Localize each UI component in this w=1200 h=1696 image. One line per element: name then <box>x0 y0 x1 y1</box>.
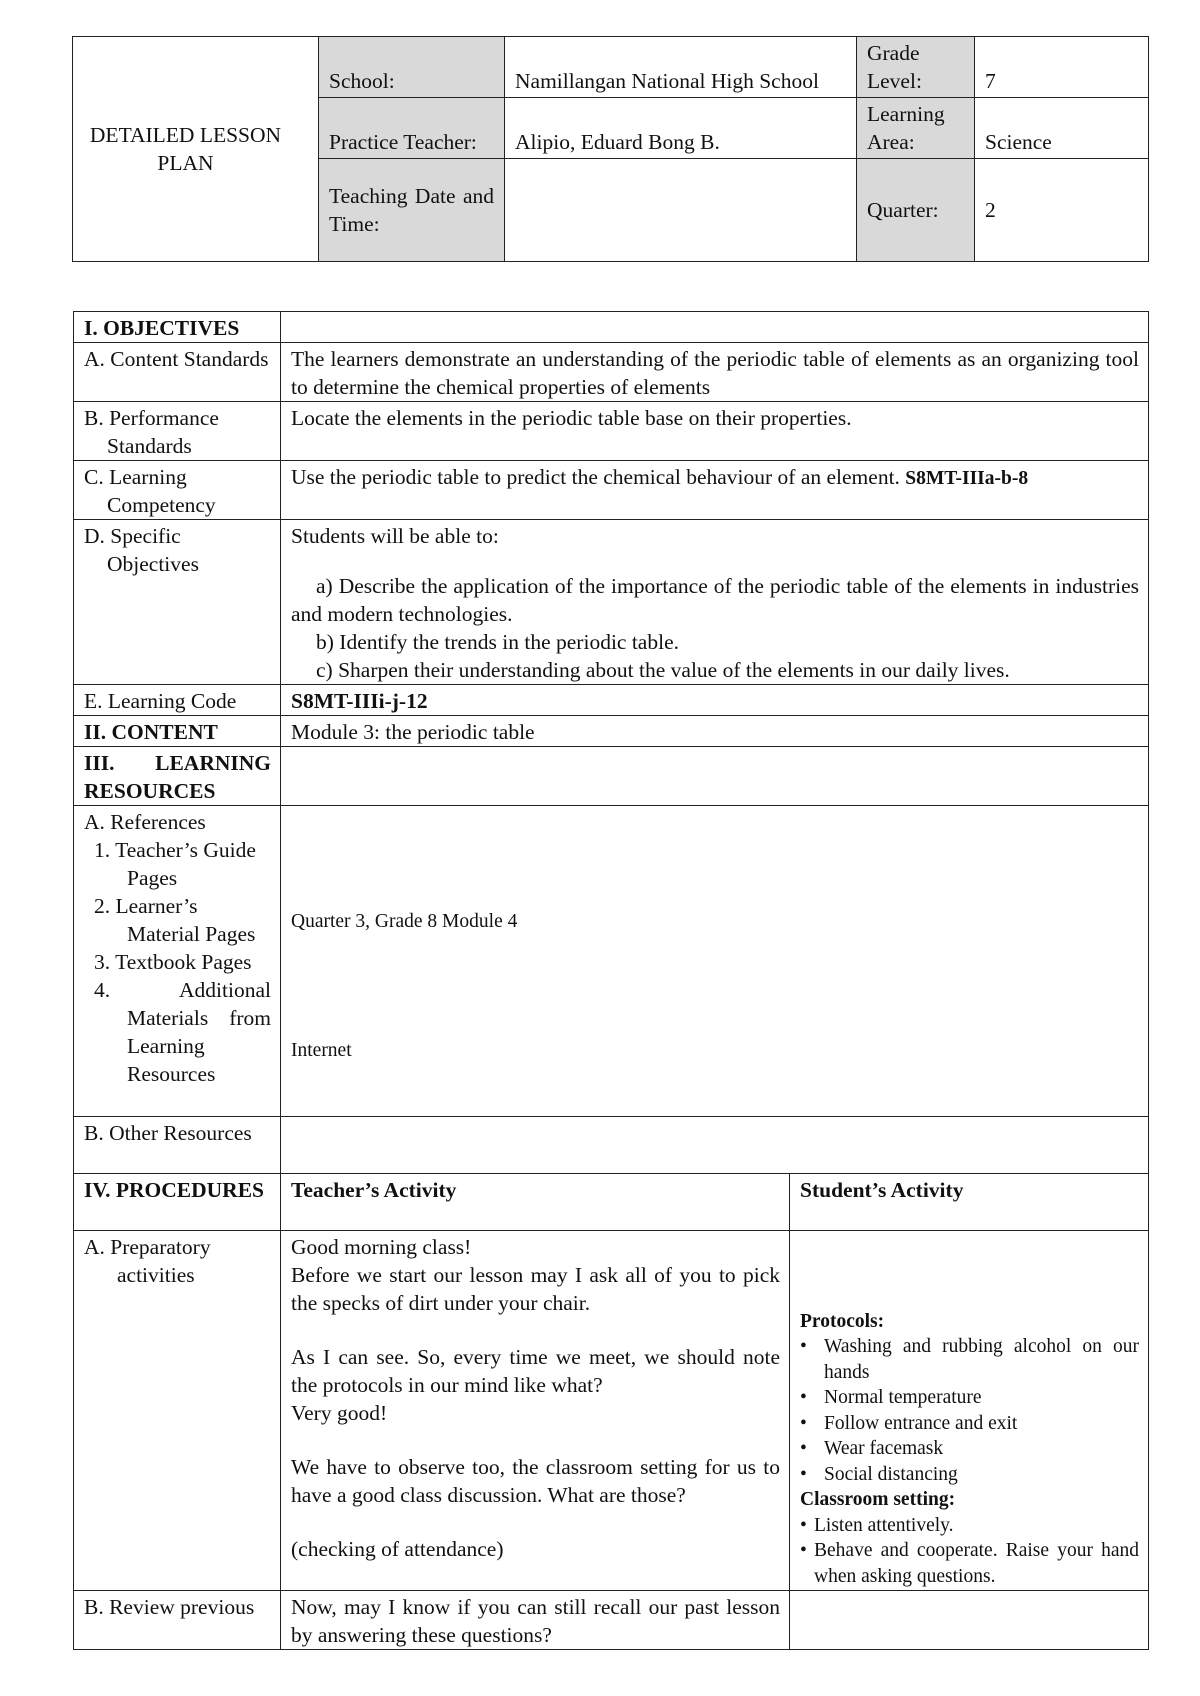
classroom-setting-item: • Behave and cooperate. Raise your hand when asking questions. <box>800 1538 1139 1589</box>
performance-standards-text: Locate the elements in the periodic table base on their properties. <box>281 402 1149 461</box>
grade-value: 7 <box>975 37 1149 98</box>
content-standards-label: A. Content Standards <box>74 343 281 402</box>
protocol-item: • Normal temperature <box>800 1385 1139 1411</box>
reference-additional-materials: 4. Additional Materials from Learning Resources <box>94 978 271 1086</box>
school-value: Namillangan National High School <box>505 37 857 98</box>
other-resources-label: B. Other Resources <box>84 1121 252 1145</box>
quarter-label: Quarter: <box>857 159 975 262</box>
reference-textbook: 3. Textbook Pages <box>94 950 252 974</box>
specific-objectives-label: D. Specific Objectives <box>74 520 281 685</box>
student-activity-header: Student’s Activity <box>790 1174 1149 1231</box>
other-resources-label-cell <box>74 1117 281 1174</box>
learning-competency-label: C. Learning Competency <box>74 461 281 520</box>
teacher-attendance: (checking of attendance) <box>291 1537 504 1561</box>
content-value: Module 3: the periodic table <box>281 716 1149 747</box>
protocols-title: Protocols: <box>800 1310 885 1332</box>
classroom-setting-item: • Listen attentively. <box>800 1513 1139 1539</box>
content-heading: II. CONTENT <box>74 716 281 747</box>
other-resources-blank <box>281 1117 1149 1174</box>
specific-objective-c: c) Sharpen their understanding about the value of the elements in our daily lives. <box>316 658 1010 682</box>
teacher-greeting: Good morning class! <box>291 1235 472 1259</box>
quarter-value: 2 <box>975 159 1149 262</box>
learners-material-value: Quarter 3, Grade 8 Module 4 <box>291 911 518 932</box>
preparatory-teacher-cell <box>281 1231 790 1591</box>
specific-objective-b: b) Identify the trends in the periodic table. <box>316 630 679 654</box>
specific-objective-a: a) Describe the application of the importance of the periodic table of the elements in industries and modern technologies. <box>291 574 1139 626</box>
competency-code: S8MT-IIIa-b-8 <box>905 468 1029 489</box>
teacher-label: Practice Teacher: <box>319 98 505 159</box>
teacher-protocol-question: As I can see. So, every time we meet, we should note the protocols in our mind like what? <box>291 1345 780 1397</box>
lesson-plan-title: DETAILED LESSON PLAN <box>73 37 319 262</box>
area-value: Science <box>975 98 1149 159</box>
classroom-setting-title: Classroom setting: <box>800 1489 956 1510</box>
date-label: Teaching Date and Time: <box>319 159 505 262</box>
references-label: A. References <box>84 810 206 834</box>
learning-resources-heading: III. LEARNING RESOURCES <box>74 747 281 806</box>
protocol-item: • Follow entrance and exit <box>800 1411 1139 1437</box>
review-previous-label: B. Review previous <box>74 1591 281 1650</box>
specific-objectives-cell <box>281 520 1149 685</box>
procedures-heading: IV. PROCEDURES <box>74 1174 281 1231</box>
objectives-heading: I. OBJECTIVES <box>74 312 281 343</box>
teacher-classroom-question: We have to observe too, the classroom setting for us to have a good class discussion. What are those? <box>291 1455 780 1507</box>
learning-competency-cell <box>281 461 1149 520</box>
protocol-item: • Social distancing <box>800 1462 1139 1488</box>
lesson-table <box>73 311 1149 1650</box>
additional-materials-value: Internet <box>291 1040 352 1061</box>
review-student-blank <box>790 1591 1149 1650</box>
references-values <box>281 806 1149 1117</box>
area-label: Learning Area: <box>857 98 975 159</box>
preparatory-student-cell <box>790 1231 1149 1591</box>
preparatory-activities-label: A. Preparatory activities <box>74 1231 281 1591</box>
learning-code: S8MT-IIIi-j-12 <box>281 685 1149 716</box>
review-teacher-text: Now, may I know if you can still recall our past lesson by answering these questions? <box>281 1591 790 1650</box>
performance-standards-label: B. Performance Standards <box>74 402 281 461</box>
teacher-activity-header: Teacher’s Activity <box>281 1174 790 1231</box>
protocol-item: • Washing and rubbing alcohol on our hands <box>800 1334 1139 1385</box>
school-label: School: <box>319 37 505 98</box>
specific-intro: Students will be able to: <box>291 524 499 548</box>
learning-code-label: E. Learning Code <box>74 685 281 716</box>
teacher-instruction: Before we start our lesson may I ask all of you to pick the specks of dirt under your chair. <box>291 1263 780 1315</box>
teacher-value: Alipio, Eduard Bong B. <box>505 98 857 159</box>
learning-competency-text: Use the periodic table to predict the chemical behaviour of an element. <box>291 465 900 489</box>
learning-resources-blank <box>281 747 1149 806</box>
date-value <box>505 159 857 262</box>
content-standards-text: The learners demonstrate an understanding of the periodic table of elements as an organizing tool to determine the chemical properties of elements <box>281 343 1149 402</box>
header-table <box>72 36 1149 262</box>
classroom-setting-list <box>800 1513 1139 1590</box>
teacher-praise: Very good! <box>291 1401 388 1425</box>
objectives-heading-blank <box>281 312 1149 343</box>
grade-label: Grade Level: <box>857 37 975 98</box>
reference-learners-material: 2. Learner’s Material Pages <box>94 894 256 946</box>
references-cell <box>74 806 281 1117</box>
protocols-list <box>800 1334 1139 1487</box>
reference-teachers-guide: 1. Teacher’s Guide Pages <box>94 838 256 890</box>
protocol-item: • Wear facemask <box>800 1436 1139 1462</box>
